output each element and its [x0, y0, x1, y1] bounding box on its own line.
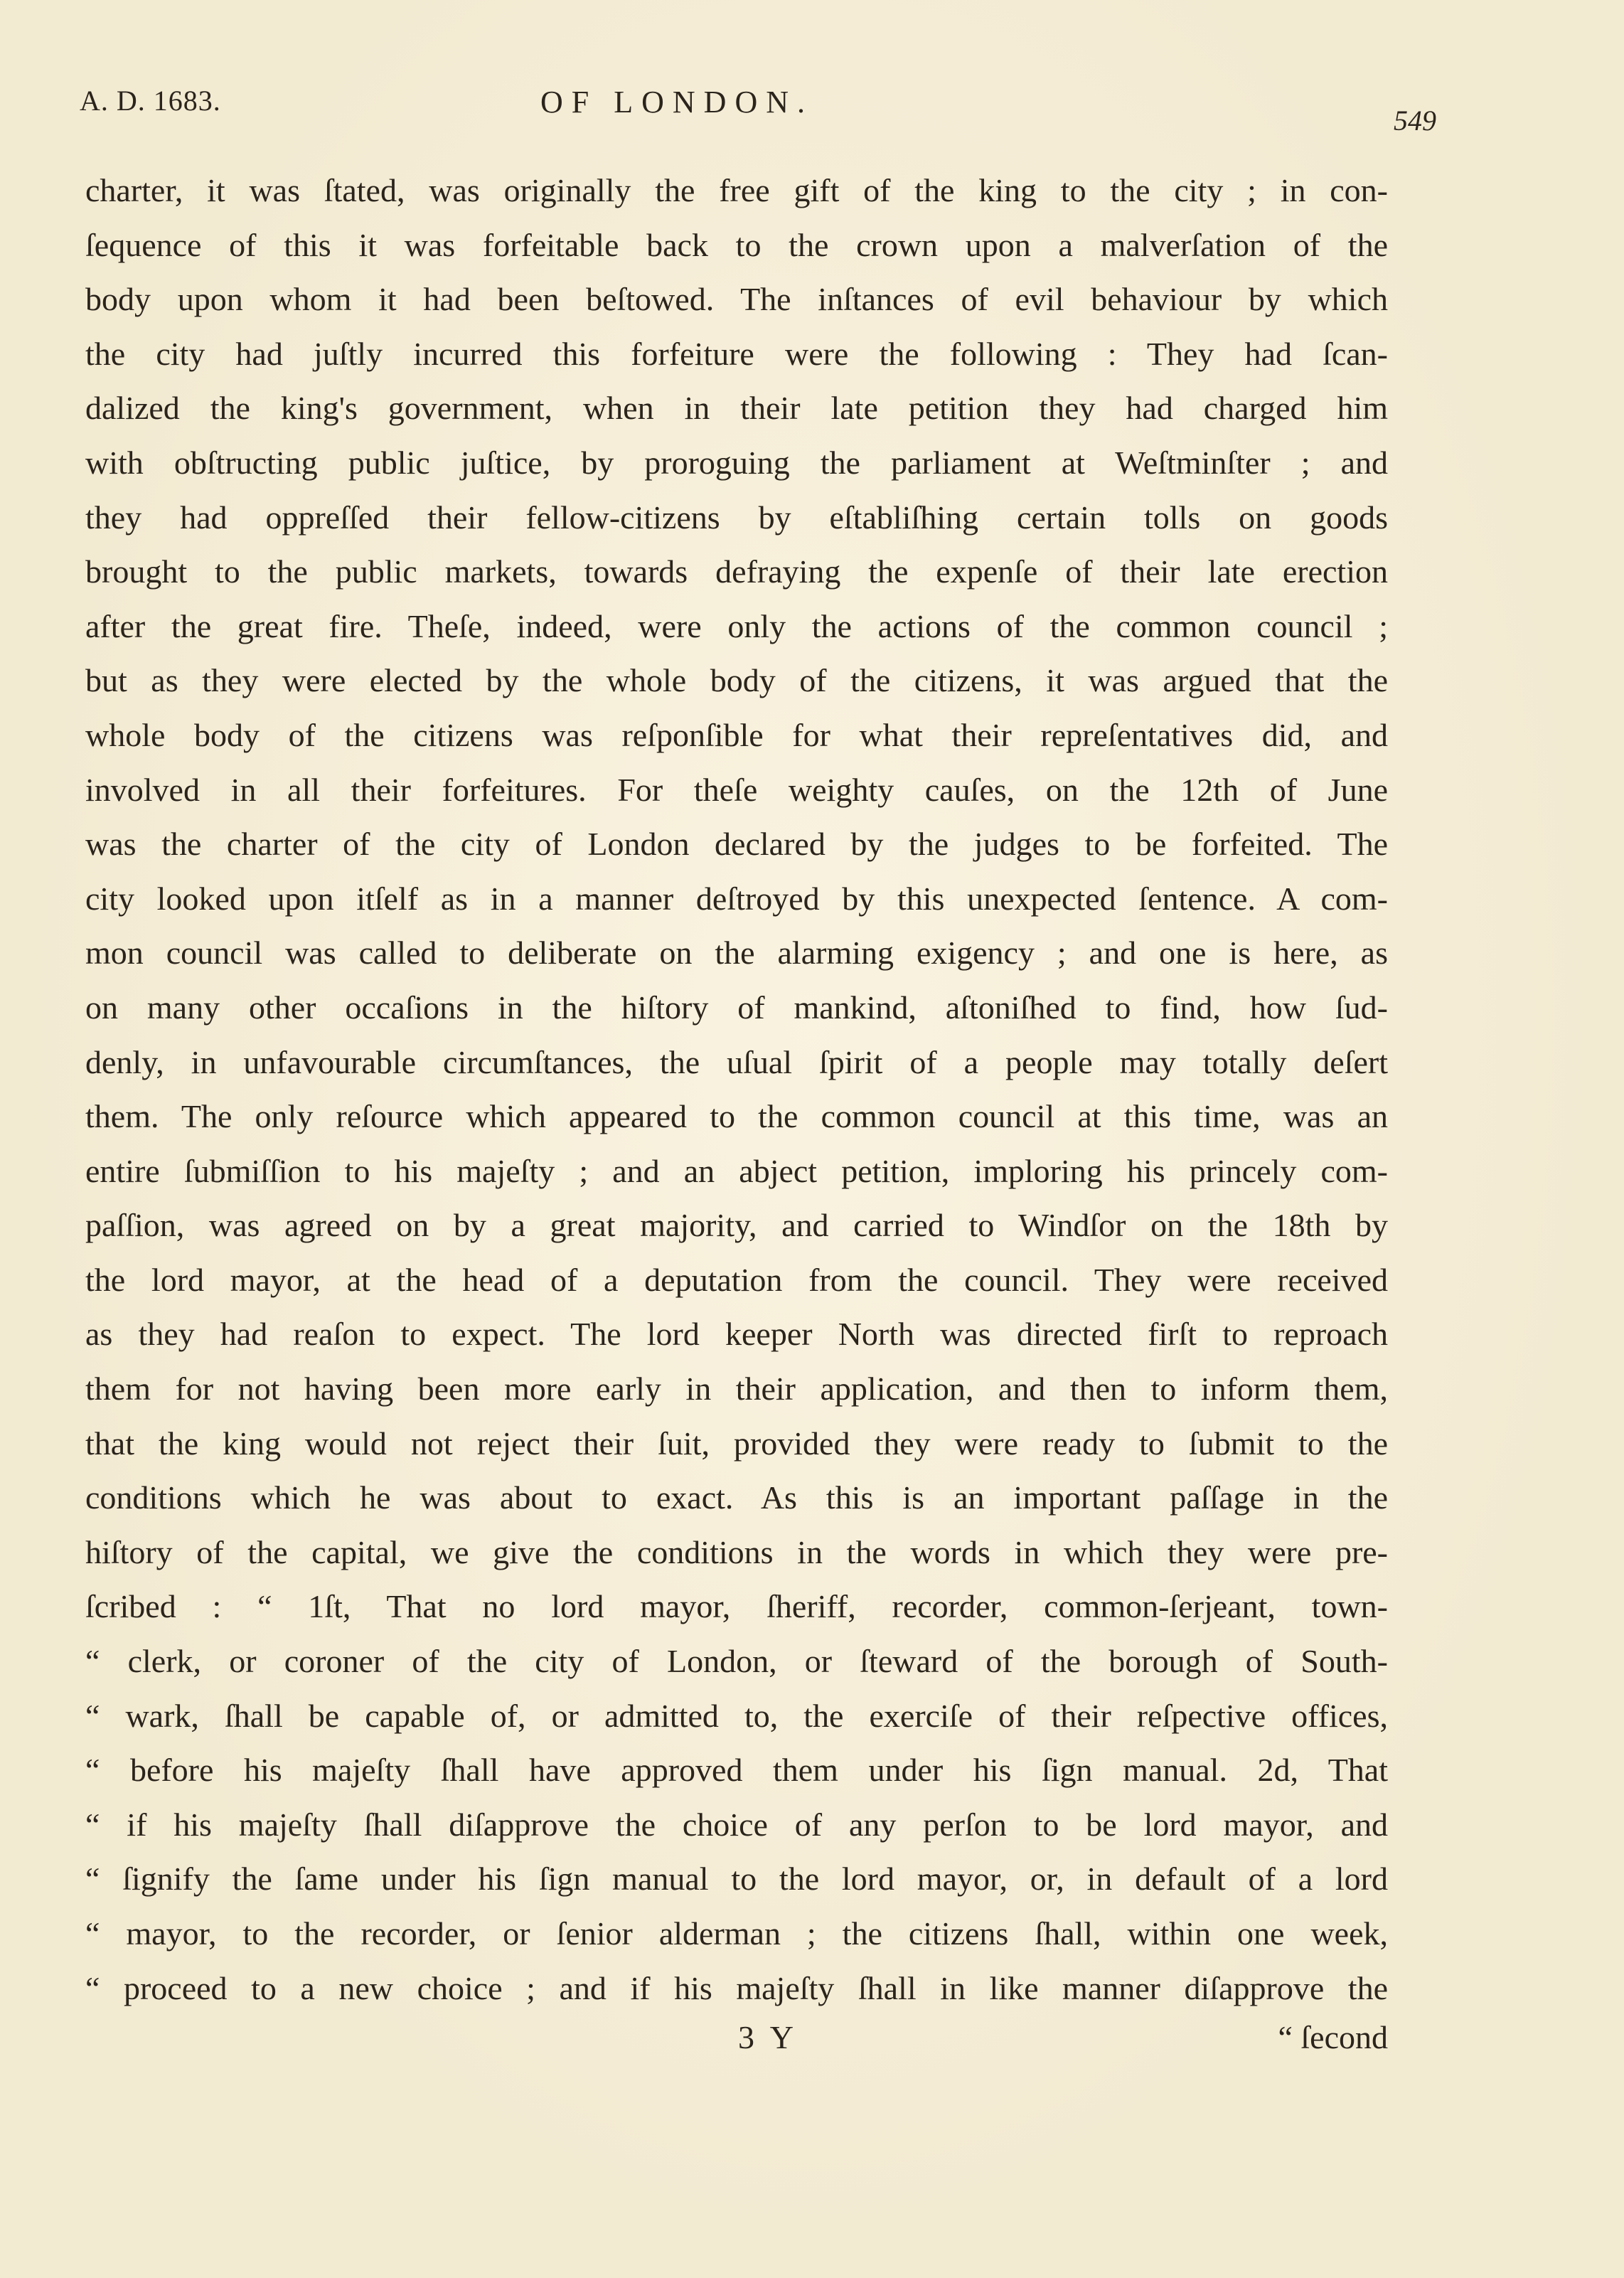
text-line: as they had reaſon to expect. The lord keeper North was directed firſt to reproach: [85, 1316, 1388, 1353]
text-line: brought to the public markets, towards defraying the expenſe of their late erection: [85, 553, 1388, 590]
text-line: ſequence of this it was forfeitable back to the crown upon a malverſation of the: [85, 226, 1388, 263]
text-line: that the king would not reject their ſuit, provided they were ready to ſubmit to the: [85, 1425, 1388, 1462]
text-line: but as they were elected by the whole body of the citizens, it was argued that the: [85, 662, 1388, 699]
running-head: [80, 84, 1436, 137]
text-line: dalized the king's government, when in their late petition they had charged him: [85, 390, 1388, 427]
page-number: 549: [1394, 105, 1436, 137]
text-line: “ if his majeſty ſhall diſapprove the choice of any perſon to be lord mayor, and: [85, 1806, 1388, 1843]
text-line: “ mayor, to the recorder, or ſenior alderman ; the citizens ſhall, within one week,: [85, 1915, 1388, 1952]
page-footer: [85, 2018, 1388, 2068]
text-line: “ ſignify the ſame under his ſign manual to the lord mayor, or, in default of a lord: [85, 1861, 1388, 1898]
text-line: the city had juſtly incurred this forfeiture were the following : They had ſcan-: [85, 335, 1388, 372]
text-line: “ proceed to a new choice ; and if his majeſty ſhall in like manner diſapprove the: [85, 1969, 1388, 2006]
text-line: after the great fire. Theſe, indeed, were only the actions of the common council ;: [85, 607, 1388, 644]
text-line: denly, in unfavourable circumſtances, the uſual ſpirit of a people may totally deſert: [85, 1043, 1388, 1080]
catchword: “ ſecond: [1278, 2019, 1388, 2055]
text-line: them for not having been more early in their application, and then to inform them,: [85, 1370, 1388, 1407]
text-line: conditions which he was about to exact. As this is an important paſſage in the: [85, 1479, 1388, 1516]
page-title: OF LONDON.: [540, 85, 813, 119]
text-line: mon council was called to deliberate on the alarming exigency ; and one is here, as: [85, 935, 1388, 972]
text-line: body upon whom it had been beſtowed. The inſtances of evil behaviour by which: [85, 281, 1388, 318]
signature-mark: 3 Y: [738, 2019, 798, 2055]
text-line: involved in all their forfeitures. For theſe weighty cauſes, on the 12th of June: [85, 771, 1388, 808]
text-line: charter, it was ſtated, was originally the free gift of the king to the city ; in con-: [85, 172, 1388, 208]
text-line: on many other occaſions in the hiſtory of mankind, aſtoniſhed to find, how ſud-: [85, 989, 1388, 1026]
year-heading: A. D. 1683.: [80, 85, 221, 117]
body-text: [85, 164, 1388, 2016]
text-line: “ wark, ſhall be capable of, or admitted to, the exerciſe of their reſpective offices,: [85, 1697, 1388, 1734]
text-line: they had oppreſſed their fellow-citizens by eſtabliſhing certain tolls on goods: [85, 499, 1388, 536]
text-line: “ clerk, or coroner of the city of London, or ſteward of the borough of South-: [85, 1643, 1388, 1680]
text-line: paſſion, was agreed on by a great majority, and carried to Windſor on the 18th by: [85, 1207, 1388, 1244]
text-line: was the charter of the city of London declared by the judges to be forfeited. The: [85, 826, 1388, 863]
text-line: with obſtructing public juſtice, by proroguing the parliament at Weſtminſter ; and: [85, 444, 1388, 481]
text-line: ſcribed : “ 1ſt, That no lord mayor, ſheriff, recorder, common-ſerjeant, town-: [85, 1588, 1388, 1625]
text-line: them. The only reſource which appeared to the common council at this time, was an: [85, 1098, 1388, 1135]
text-line: the lord mayor, at the head of a deputation from the council. They were received: [85, 1261, 1388, 1298]
text-line: “ before his majeſty ſhall have approved them under his ſign manual. 2d, That: [85, 1752, 1388, 1789]
text-line: entire ſubmiſſion to his majeſty ; and an abject petition, imploring his princely com-: [85, 1152, 1388, 1189]
text-line: city looked upon itſelf as in a manner deſtroyed by this unexpected ſentence. A com-: [85, 880, 1388, 917]
text-line: hiſtory of the capital, we give the conditions in the words in which they were pre-: [85, 1533, 1388, 1570]
text-line: whole body of the citizens was reſponſible for what their repreſentatives did, and: [85, 716, 1388, 753]
